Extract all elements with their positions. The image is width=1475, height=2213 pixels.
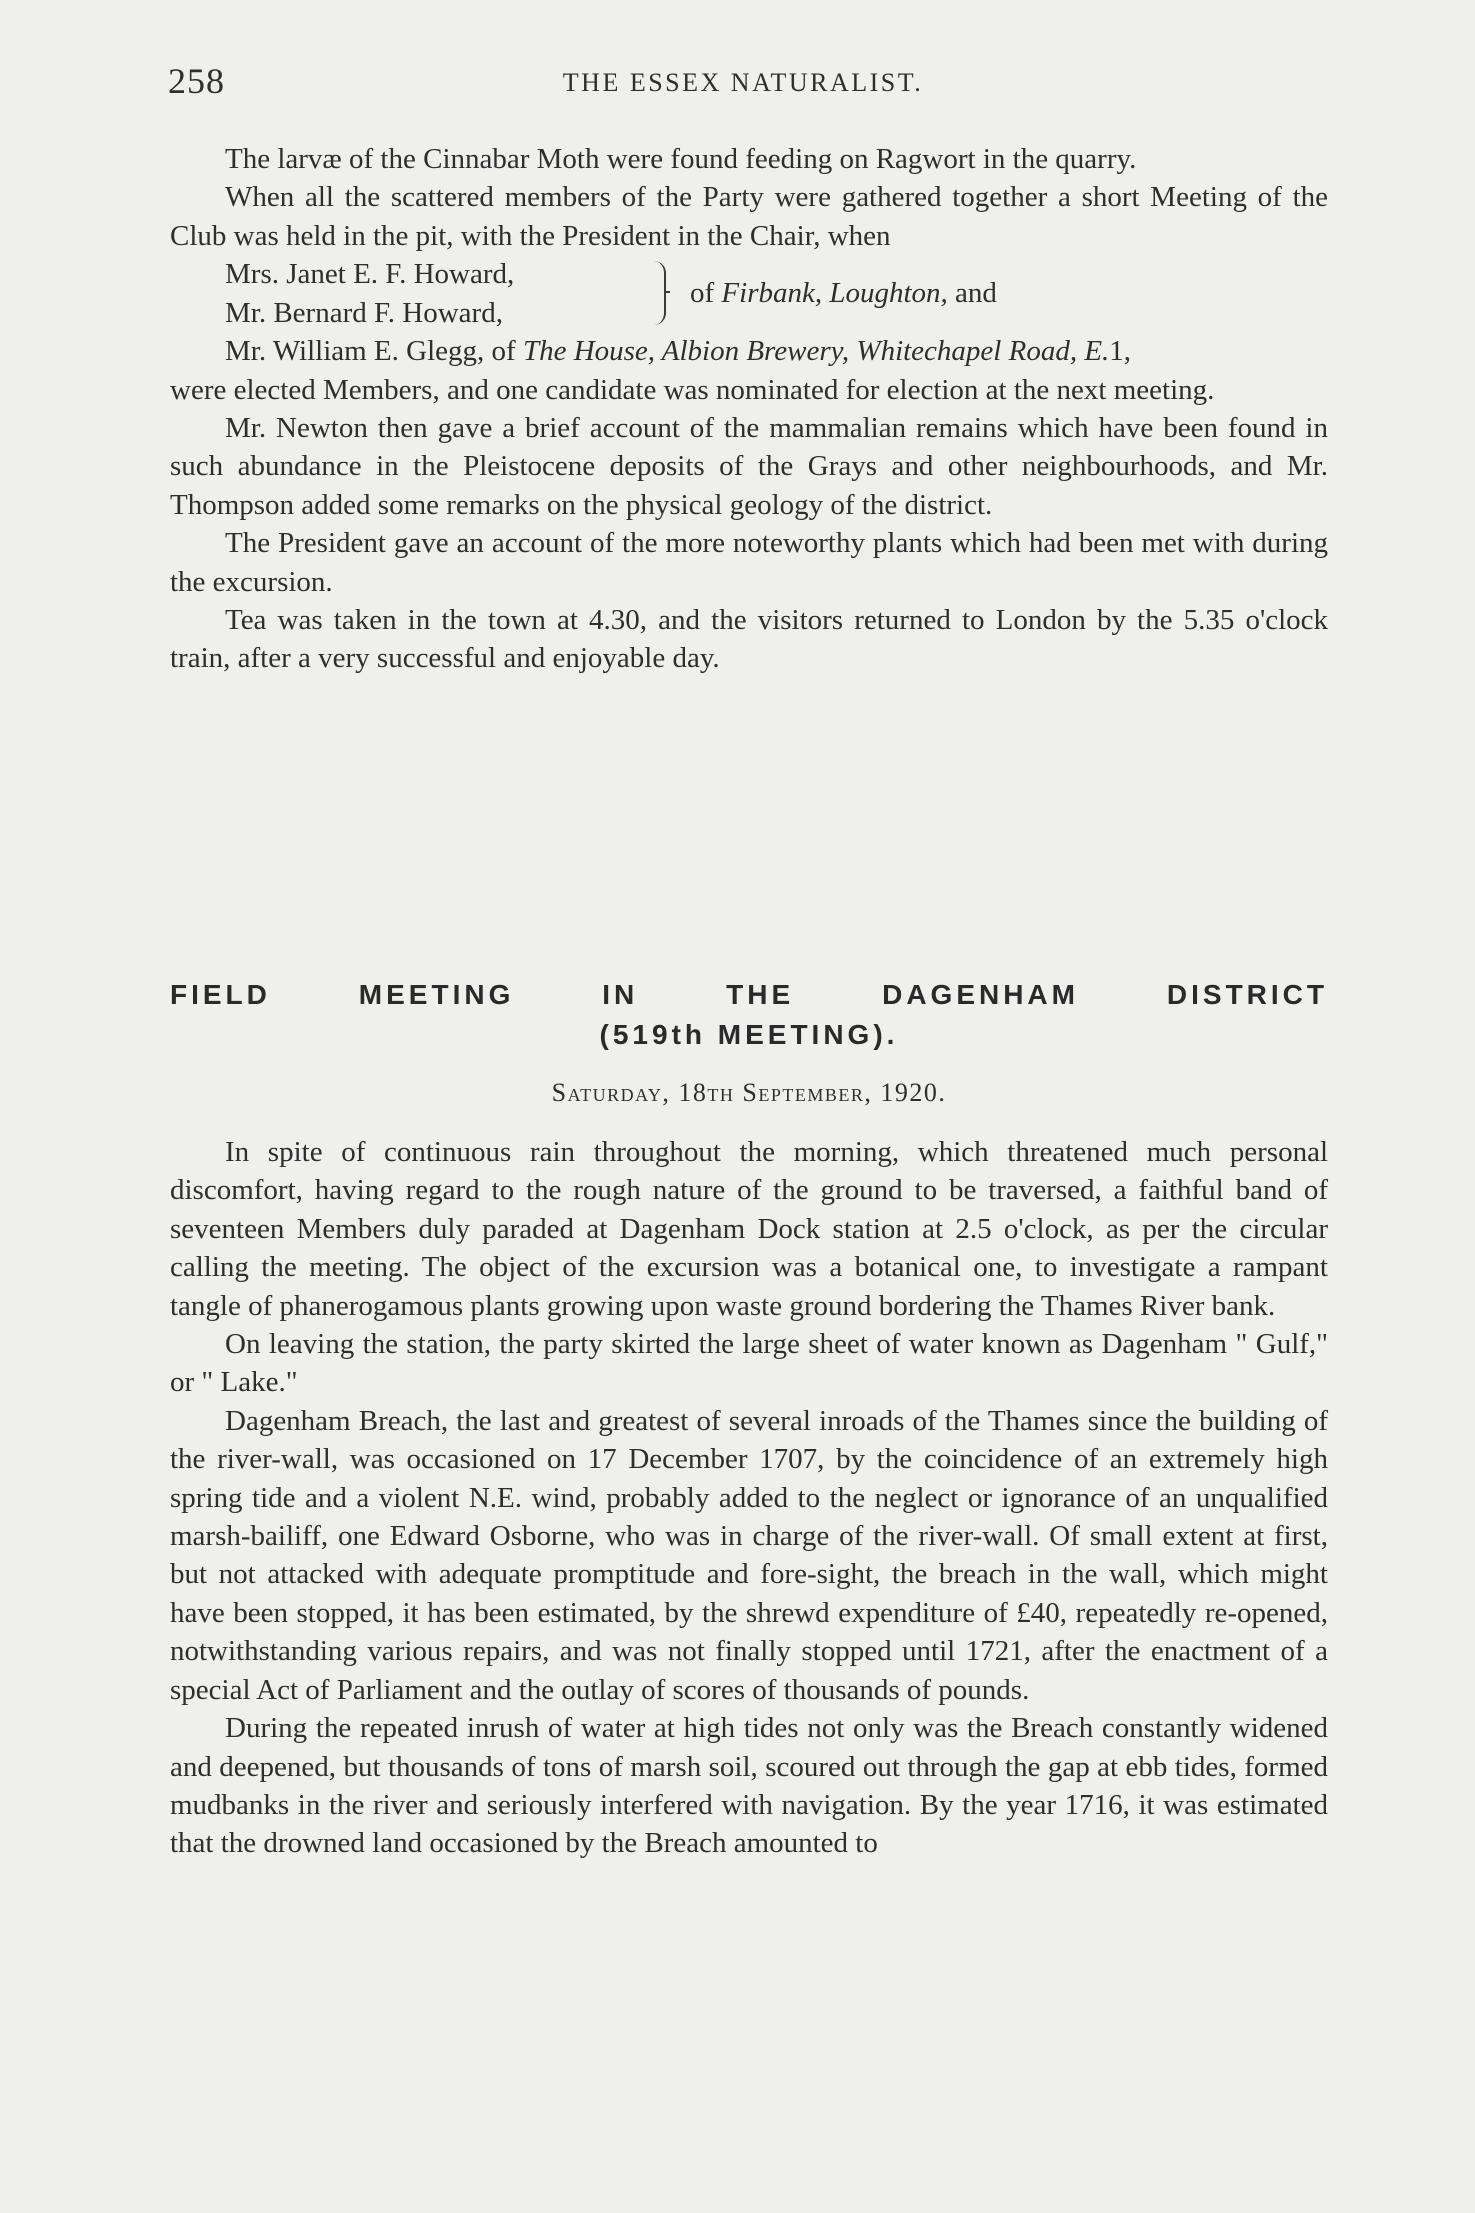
paragraph-cinnabar-moth: The larvæ of the Cinnabar Moth were found feeding on Ragwort in the quarry. [225,143,1137,175]
heading-title: FIELD MEETING IN THE DAGENHAM DISTRICT [170,979,1328,1010]
member-name-bernard-howard: Mr. Bernard F. Howard, [225,296,503,329]
paragraph-president-plants: The President gave an account of the more noteworthy plants which had been met with during the excursion. [170,527,1328,598]
address-albion-brewery: The House, Albion Brewery, Whitechapel Road, E. [522,335,1110,368]
member-name-janet-howard: Mrs. Janet E. F. Howard, [225,258,515,291]
page-number: 258 [168,61,225,101]
paragraph-tea: Tea was taken in the town at 4.30, and the visitors returned to London by the 5.35 o'clock train, after a very successful and enjoyable day. [170,604,1328,675]
new-members-brace [170,255,1328,332]
braced-names [225,255,514,332]
paragraph-inrush: During the repeated inrush of water at high tides not only was the Breach constantly widened and deepened, but thousands of tons of marsh soil, scoured out through the gap at ebb tides, formed mudbanks in the river and seriously interfered with navigation. By the year 1716, it was estimated that the drowned land occasioned by the Breach amounted to [170,1712,1328,1860]
braced-address: of Firbank, Loughton, and [690,277,997,310]
top-section [170,140,1328,678]
address-firbank: Firbank, Loughton, [721,277,948,310]
brace-tip [664,291,670,293]
brace-icon [650,261,666,325]
member-glegg: Mr. William E. Glegg, of The House, Albion Brewery, Whitechapel Road, E.1, [225,335,1132,368]
paragraph-elected: were elected Members, and one candidate was nominated for election at the next meeting. [170,373,1215,406]
meeting-date: Saturday, 18th September, 1920. [551,1078,947,1107]
heading-meeting-number: (519th MEETING). [599,1019,899,1050]
section-heading [170,975,1328,1055]
paragraph-newton: Mr. Newton then gave a brief account of the mammalian remains which have been found in such abundance in the Pleistocene deposits of the Grays and other neighbourhoods, and Mr. Thompson added some remarks on the physical geology of the district. [170,412,1328,521]
meeting-body [170,1133,1328,1863]
running-head [168,60,1318,110]
paragraph-gulf: On leaving the station, the party skirted the large sheet of water known as Dagenham " Gulf," or " Lake." [170,1328,1328,1399]
paragraph-breach: Dagenham Breach, the last and greatest of several inroads of the Thames since the building of the river-wall, was occasioned on 17 December 1707, by the coincidence of an extremely high spring tide and a violent N.E. wind, probably added to the neglect or ignorance of an unqualified marsh-bailiff, one Edward Osborne, who was in charge of the river-wall. Of small extent at first, but not attacked with adequate promptitude and fore-sight, the breach in the wall, which might have been stopped, it has been estimated, by the shrewd expenditure of £40, repeatedly re-opened, notwithstanding various repairs, and was not finally stopped until 1721, after the enactment of a special Act of Parliament and the outlay of scores of thousands of pounds. [170,1404,1328,1706]
journal-title: THE ESSEX NATURALIST. [562,68,924,97]
paragraph-rain: In spite of continuous rain throughout the morning, which threatened much personal discomfort, having regard to the rough nature of the ground to be traversed, a faithful band of seventeen Members duly paraded at Dagenham Dock station at 2.5 o'clock, as per the circular calling the meeting. The object of the excursion was a botanical one, to investigate a rampant tangle of phanerogamous plants growing upon waste ground bordering the Thames River bank. [170,1136,1328,1322]
paragraph-club-meeting: When all the scattered members of the Party were gathered together a short Meeting of the Club was held in the pit, with the President in the Chair, when [170,181,1328,252]
